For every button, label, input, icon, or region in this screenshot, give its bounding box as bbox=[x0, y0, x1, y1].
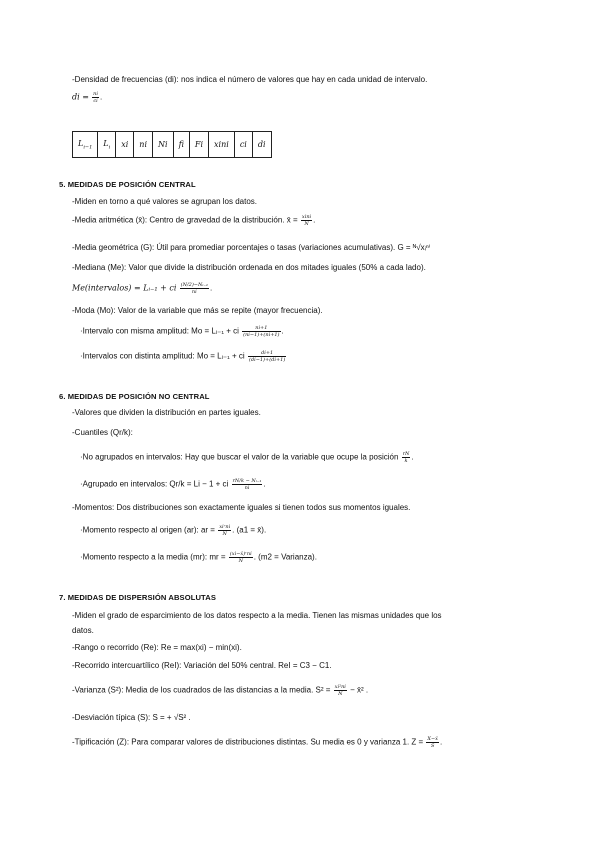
standardization-text: -Tipificación (Z): Para comparar valores de distribuciones distintas. Su media es 0 y varianza 1. Z = bbox=[72, 737, 424, 747]
s6-ungrouped: ·No agrupados en intervalos: Hay que buscar el valor de la variable que ocupe la posición $\frac{rN}{k}$ . bbox=[80, 451, 414, 464]
fraction-numerator: ni bbox=[93, 91, 98, 97]
fraction-denominator: ni bbox=[244, 485, 250, 491]
s7-line-1: -Miden el grado de esparcimiento de los datos respecto a la media. Tienen las mismas unidades que los bbox=[72, 611, 442, 620]
s6-moment-mean bbox=[80, 551, 317, 564]
s7-std-dev: -Desviación típica (S): S = + √S² . bbox=[72, 713, 191, 722]
s5-median-def: -Mediana (Me): Valor que divide la distribución ordenada en dos mitades iguales (50% a cada lado). bbox=[72, 263, 426, 272]
moment-mean-tail: . (m2 = Varianza). bbox=[253, 552, 317, 562]
fraction-numerator: xiʳni bbox=[219, 524, 231, 530]
table-header-cell bbox=[73, 132, 98, 158]
mode-diff-fraction bbox=[248, 350, 286, 363]
fraction-denominator: k bbox=[404, 458, 408, 464]
mode-same-fraction bbox=[242, 325, 280, 338]
header-label: Ni bbox=[158, 140, 168, 149]
variance-tail: − x̄² . bbox=[350, 685, 369, 695]
header-subscript: i−1 bbox=[83, 144, 93, 151]
fraction-numerator: (N/2)−Nᵢ₋₁ bbox=[180, 282, 208, 288]
ungrouped-text: ·No agrupados en intervalos: Hay que buscar el valor de la variable que ocupe la posición bbox=[80, 452, 399, 462]
s7-line-1b: datos. bbox=[72, 626, 94, 635]
moment-origin-tail: . (a1 = x̄). bbox=[232, 525, 267, 535]
table-header-cell bbox=[134, 132, 153, 158]
density-formula-lhs: di = bbox=[72, 92, 89, 102]
moment-origin-text: ·Momento respecto al origen (ar): ar = bbox=[80, 525, 215, 535]
z-tail: . bbox=[440, 737, 443, 747]
s5-mode-same-width: ·Intervalo con misma amplitud: Mo = Lᵢ₋₁ + ci $\frac{ni+1}{(ni-1)+(ni+1)}$ . bbox=[80, 325, 284, 338]
table-header-cell bbox=[189, 132, 208, 158]
fraction-numerator: rN bbox=[402, 451, 410, 457]
fraction-denominator: (ni−1)+(ni+1) bbox=[243, 332, 280, 338]
density-definition: -Densidad de frecuencias (di): nos indica el número de valores que hay en cada unidad de intervalo. bbox=[72, 75, 428, 84]
fraction-denominator: S bbox=[430, 743, 435, 749]
s5-line-1: -Miden en torno a qué valores se agrupan los datos. bbox=[72, 197, 258, 206]
section-6-title: 6. MEDIDAS DE POSICIÓN NO CENTRAL bbox=[59, 392, 210, 401]
fraction-denominator: ni bbox=[191, 289, 197, 295]
fraction-numerator: ni+1 bbox=[242, 325, 280, 332]
s6-line-1: -Valores que dividen la distribución en partes iguales. bbox=[72, 408, 261, 417]
fraction-numerator: rN/k − Nᵢ₋₁ bbox=[232, 478, 262, 484]
mode-diff-text: ·Intervalos con distinta amplitud: Mo = Lᵢ₋₁ + ci bbox=[80, 351, 245, 361]
grouped-fraction bbox=[232, 478, 263, 491]
table-header-row bbox=[73, 132, 272, 158]
header-label: fi bbox=[178, 140, 184, 149]
s5-geometric-mean: -Media geométrica (G): Útil para promediar porcentajes o tasas (variaciones acumulativas). G = ᴺ√xᵢⁿⁱ bbox=[72, 243, 431, 252]
s6-moments: -Momentos: Dos distribuciones son exactamente iguales si tienen todos sus momentos iguales. bbox=[72, 503, 411, 512]
moment-mean-fraction bbox=[229, 551, 253, 564]
mean-fraction bbox=[301, 214, 312, 227]
median-formula-text: Me(intervalos) = Lᵢ₋₁ + ci bbox=[72, 283, 177, 293]
s5-median-formula: Me(intervalos) = Lᵢ₋₁ + ci $\frac{\text{(N/2)−Nᵢ₋₁}}{ni}$ . bbox=[72, 282, 213, 295]
fraction-numerator: X−x̄ bbox=[427, 736, 438, 742]
table-header-cell bbox=[209, 132, 235, 158]
header-label: di bbox=[257, 140, 266, 149]
fraction-numerator: (xi−x̄)ʳni bbox=[229, 551, 252, 557]
fraction-denominator: ci bbox=[93, 98, 98, 104]
z-fraction bbox=[426, 736, 439, 749]
header-subscript: i bbox=[108, 144, 111, 151]
s5-mode-diff-width bbox=[80, 350, 287, 363]
s7-range: -Rango o recorrido (Re): Re = max(xi) − min(xi). bbox=[72, 643, 242, 652]
s7-iqr: -Recorrido intercuartílico (ReI): Variación del 50% central. ReI = C3 − C1. bbox=[72, 661, 332, 670]
fraction-denominator: (di−1)+(di+1) bbox=[248, 357, 286, 363]
fraction-denominator: N bbox=[238, 558, 243, 564]
table-header-cell bbox=[116, 132, 134, 158]
s5-mean-text: -Media aritmética (x̄): Centro de gravedad de la distribución. x̄ = bbox=[72, 215, 298, 225]
header-label: xi bbox=[121, 140, 129, 149]
header-label: Fi bbox=[194, 140, 204, 149]
density-fraction bbox=[92, 91, 99, 104]
fraction-denominator: N bbox=[222, 531, 227, 537]
fraction-numerator: di+1 bbox=[248, 350, 286, 357]
s6-grouped: ·Agrupado en intervalos: Qr/k = Li − 1 + ci $\frac{\text{rN/k − Nᵢ₋₁}}{ni}$ . bbox=[80, 478, 266, 491]
mode-same-text: ·Intervalo con misma amplitud: Mo = Lᵢ₋₁ + ci bbox=[80, 326, 239, 336]
moment-mean-text: ·Momento respecto a la media (mr): mr = bbox=[80, 552, 226, 562]
section-7-title: 7. MEDIDAS DE DISPERSIÓN ABSOLUTAS bbox=[59, 593, 216, 602]
s5-mean-line: -Media aritmética (x̄): Centro de gravedad de la distribución. x̄ = $\frac{\text{xini}}{N}$ . bbox=[72, 214, 316, 227]
table-header-cell bbox=[153, 132, 174, 158]
variance-text: -Varianza (S²): Media de los cuadrados de las distancias a la media. S² = bbox=[72, 685, 331, 695]
table-header-cell bbox=[252, 132, 271, 158]
table-header-cell bbox=[98, 132, 116, 158]
header-label: xini bbox=[214, 140, 229, 149]
fraction-numerator: xini bbox=[301, 214, 312, 220]
s5-mode-def: -Moda (Mo): Valor de la variable que más se repite (mayor frecuencia). bbox=[72, 306, 323, 315]
frequency-table bbox=[72, 131, 272, 158]
density-formula: di = $\frac{ni}{ci}$ . bbox=[72, 91, 103, 104]
position-fraction bbox=[402, 451, 411, 464]
moment-origin-fraction bbox=[218, 524, 231, 537]
s6-quantiles: -Cuantiles (Qr/k): bbox=[72, 428, 133, 437]
fraction-denominator: N bbox=[338, 691, 343, 697]
header-label: ni bbox=[139, 140, 148, 149]
s7-variance bbox=[72, 684, 368, 697]
table-header-cell bbox=[234, 132, 252, 158]
s7-standardization bbox=[72, 736, 442, 749]
header-label: L bbox=[78, 138, 84, 148]
table-header-cell bbox=[173, 132, 189, 158]
fraction-denominator: N bbox=[304, 221, 309, 227]
section-5-title: 5. MEDIDAS DE POSICIÓN CENTRAL bbox=[59, 180, 196, 189]
grouped-text: ·Agrupado en intervalos: Qr/k = Li − 1 + ci bbox=[80, 479, 229, 489]
header-label: ci bbox=[239, 140, 247, 149]
s6-moment-origin bbox=[80, 524, 266, 537]
median-fraction bbox=[180, 282, 209, 295]
header-label: L bbox=[103, 138, 109, 148]
fraction-numerator: xi²ni bbox=[334, 684, 346, 690]
variance-fraction bbox=[334, 684, 347, 697]
